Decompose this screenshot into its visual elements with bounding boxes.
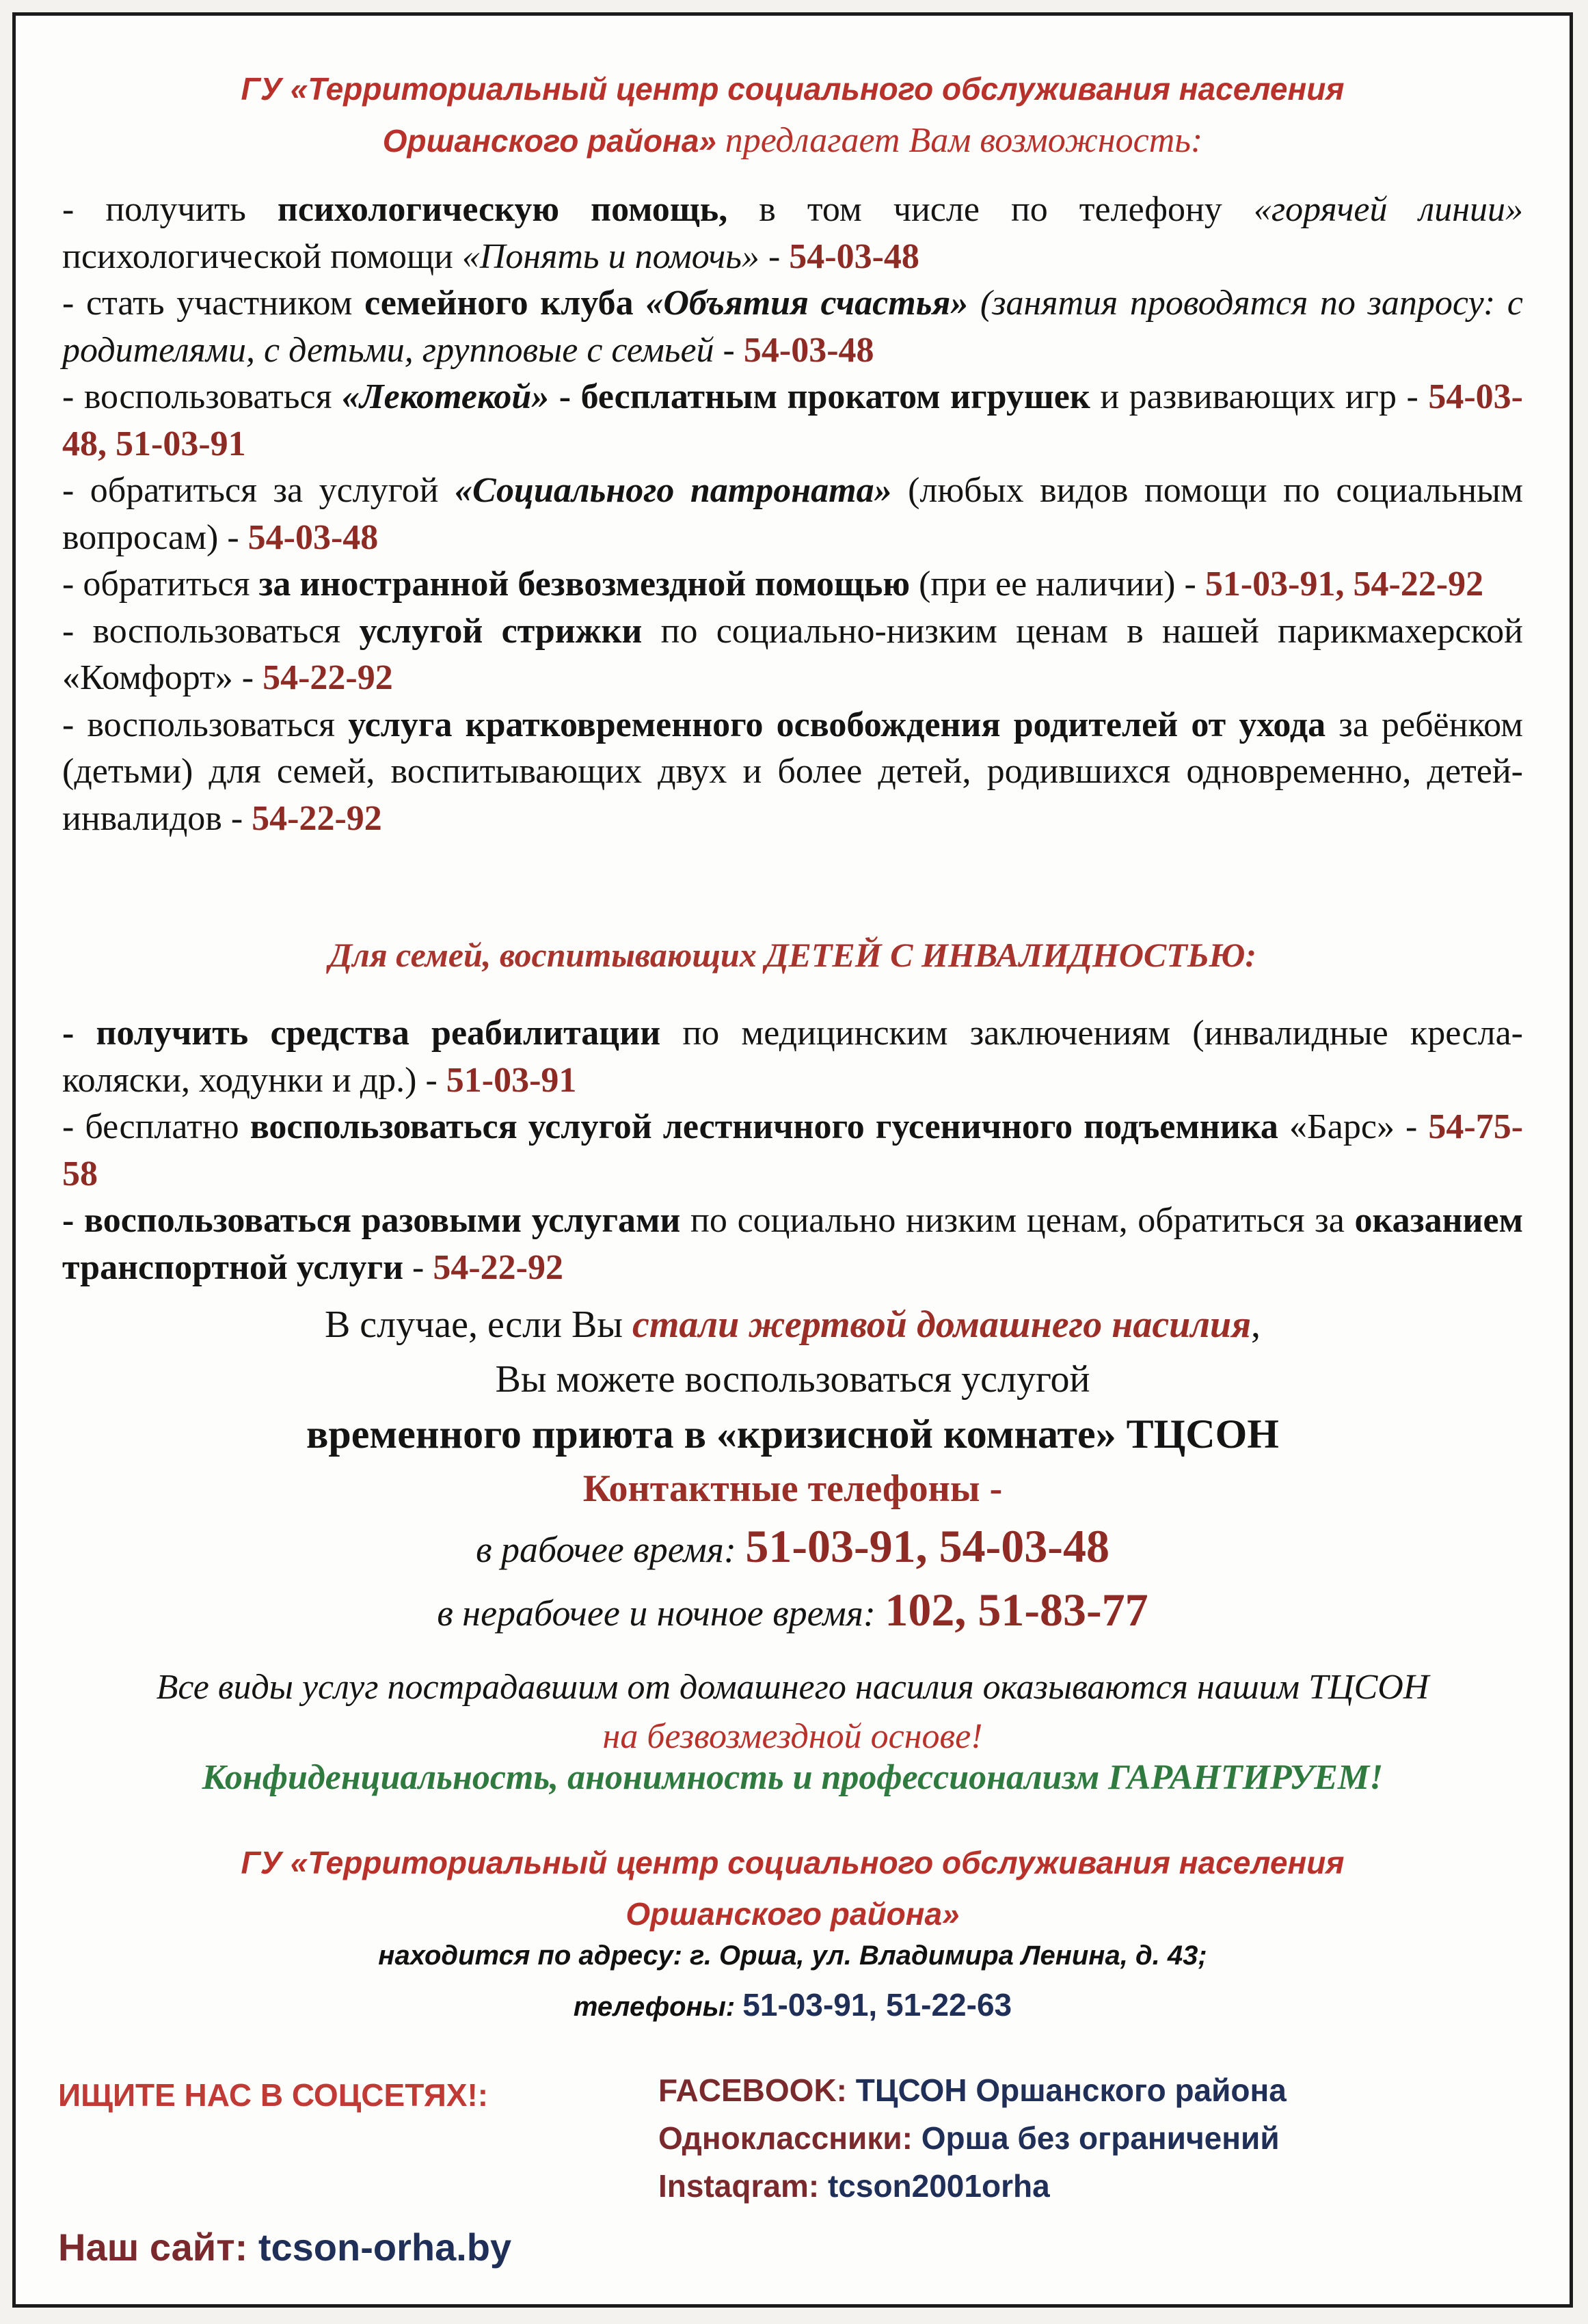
phone-number: 54-03-48 xyxy=(789,237,919,276)
service-text: и развивающих игр - xyxy=(1090,377,1429,416)
night-label: в нерабочее и ночное время: xyxy=(437,1593,876,1634)
social-account: Орша без ограничений xyxy=(921,2120,1280,2156)
service-bold: воспользоваться услугой лестничного гусеничного подъемника xyxy=(250,1107,1278,1146)
section-title-disability: Для семей, воспитывающих ДЕТЕЙ С ИНВАЛИДНОСТЬЮ: xyxy=(329,936,1256,974)
free-note-line-1: Все виды услуг пострадавшим от домашнего насилия оказываются нашим ТЦСОН xyxy=(156,1668,1429,1707)
website-label: Наш сайт: xyxy=(58,2226,248,2269)
service-text: психологической помощи xyxy=(62,237,462,276)
service-bold-italic: «Лекотекой» xyxy=(342,377,550,416)
social-facebook[interactable] xyxy=(658,2066,1287,2114)
service-text: - xyxy=(759,237,790,276)
phone-number: 54-75-58 xyxy=(62,1107,1524,1193)
service-item xyxy=(62,280,1523,374)
service-text: - получить xyxy=(62,190,278,229)
phone-number: 54-03-48 xyxy=(247,517,379,557)
service-bold: услуга кратковременного освобождения родителей от ухода xyxy=(348,705,1326,744)
social-account: ТЦСОН Оршанского района xyxy=(855,2072,1287,2108)
service-text: в том числе по телефону xyxy=(727,190,1254,229)
violence-line-2: Вы можете воспользоваться услугой xyxy=(495,1358,1090,1401)
service-item xyxy=(62,187,1523,280)
service-italic: (занятия проводятся по запросу: с родителями, с детьми, групповые с семьей xyxy=(62,284,1523,370)
service-text: по социально низким ценам, обратиться за xyxy=(680,1201,1355,1240)
service-text: по медицинским заключениям (инвалидные кресла-коляски, ходунки и др.) - xyxy=(62,1014,1523,1100)
poster xyxy=(12,12,1573,2308)
service-bold-italic: «Объятия счастья» xyxy=(645,284,969,323)
disability-services-list xyxy=(62,1010,1523,1291)
header xyxy=(57,64,1529,167)
social-network-name: FACEBOOK: xyxy=(658,2072,847,2108)
service-item xyxy=(62,561,1523,608)
phone-number: 51-03-91 xyxy=(446,1060,577,1100)
address-block xyxy=(16,1931,1570,2031)
phone-number: 54-22-92 xyxy=(252,798,382,838)
service-bold: - получить средства реабилитации xyxy=(62,1014,661,1053)
social-network-name: Instaqram: xyxy=(658,2168,820,2204)
footer-line-1: ГУ «Территориальный центр социального обслуживания населения xyxy=(241,1845,1345,1880)
work-hours-phones xyxy=(16,1516,1570,1580)
contacts-title: Контактные телефоны - xyxy=(582,1468,1003,1510)
service-text: - обратиться xyxy=(62,565,259,604)
violence-highlight: стали жертвой домашнего насилия xyxy=(632,1303,1252,1346)
service-item xyxy=(62,468,1523,561)
social-account: tcson2001orha xyxy=(827,2168,1050,2204)
service-text: за ребёнком (детьми) для семей, воспитывающих двух и более детей, родившихся одновременно, детей-инвалидов - xyxy=(62,705,1524,838)
work-hours-number: 51-03-91, 54-03-48 xyxy=(745,1520,1109,1572)
service-italic: «горячей линии» xyxy=(1253,190,1524,229)
service-text: - xyxy=(403,1247,433,1287)
social-network-name: Одноклассники: xyxy=(658,2120,913,2156)
service-text: (любых видов помощи по социальным вопросам) - xyxy=(62,471,1524,557)
service-italic: «Понять и помочь» xyxy=(461,237,759,276)
phone-number: 51-03-91, 54-22-92 xyxy=(1205,565,1484,604)
guarantee-line: Конфиденциальность, анонимность и профессионализм ГАРАНТИРУЕМ! xyxy=(202,1758,1384,1797)
free-services-note xyxy=(16,1663,1570,1761)
phone-number: 54-03-48, 51-03-91 xyxy=(62,377,1523,463)
social-label: ИЩИТЕ НАС В СОЦСЕТЯХ!: xyxy=(58,2077,489,2113)
header-line-1: ГУ «Территориальный центр социального обслуживания населения xyxy=(241,71,1345,107)
night-phones xyxy=(16,1580,1570,1643)
service-bold: - воспользоваться разовыми услугами xyxy=(62,1201,681,1240)
service-text: - бесплатно xyxy=(62,1107,250,1146)
service-bold: за иностранной безвозмездной помощью xyxy=(258,565,911,604)
service-text: - обратиться за услугой xyxy=(62,471,455,510)
footer-phones xyxy=(16,1980,1570,2031)
service-item xyxy=(62,374,1523,468)
footer-line-2: Оршанского района» xyxy=(625,1896,960,1932)
social-instagram[interactable] xyxy=(658,2162,1287,2210)
social-list xyxy=(658,2066,1287,2210)
social-odnoklassniki[interactable] xyxy=(658,2114,1287,2162)
phones-label: телефоны: xyxy=(573,1992,736,2022)
service-bold-italic: «Социального патроната» xyxy=(455,471,892,510)
service-text: - стать участником xyxy=(62,284,365,323)
phone-number: 54-03-48 xyxy=(743,330,874,370)
header-tail: предлагает Вам возможность: xyxy=(725,121,1203,160)
night-number: 102, 51-83-77 xyxy=(885,1584,1148,1636)
service-bold: семейного клуба xyxy=(364,284,646,323)
service-text: (при ее наличии) - xyxy=(910,565,1205,604)
service-bold: оказанием транспортной услуги xyxy=(62,1201,1523,1287)
phone-number: 54-22-92 xyxy=(263,658,393,697)
website-link[interactable]: tcson-orha.by xyxy=(258,2226,512,2269)
header-line-2 xyxy=(57,115,1529,167)
service-text: - воспользоваться xyxy=(62,377,342,416)
header-org-name: Оршанского района» xyxy=(382,123,717,159)
service-item xyxy=(62,608,1523,702)
violence-line-1: В случае, если Вы стали жертвой домашнего насилия, xyxy=(324,1303,1261,1346)
service-text: «Барс» - xyxy=(1278,1107,1429,1146)
service-item xyxy=(62,1010,1523,1104)
services-list xyxy=(62,187,1523,842)
service-item xyxy=(62,1104,1523,1198)
service-item xyxy=(62,1198,1523,1291)
service-bold: психологическую помощь, xyxy=(277,190,728,229)
service-text: по социально-низким ценам в нашей парикмахерской «Комфорт» - xyxy=(62,611,1523,697)
address: находится по адресу: г. Орша, ул. Владимира Ленина, д. 43; xyxy=(378,1941,1207,1971)
violence-block xyxy=(16,1297,1570,1643)
phone-number: 54-22-92 xyxy=(433,1247,563,1287)
work-hours-label: в рабочее время: xyxy=(476,1529,736,1570)
service-bold: - бесплатным прокатом игрушек xyxy=(549,377,1090,416)
service-text: - воспользоваться xyxy=(62,611,360,651)
phones-number: 51-03-91, 51-22-63 xyxy=(742,1987,1012,2023)
service-text: - воспользоваться xyxy=(62,705,349,744)
website xyxy=(58,2225,511,2269)
footer-org xyxy=(16,1837,1570,1940)
crisis-room: временного приюта в «кризисной комнате» ТЦСОН xyxy=(306,1411,1279,1457)
service-text: - xyxy=(714,330,744,370)
service-bold: услугой стрижки xyxy=(359,611,643,651)
service-item xyxy=(62,702,1523,843)
free-note-line-2: на безвозмездной основе! xyxy=(602,1717,983,1756)
